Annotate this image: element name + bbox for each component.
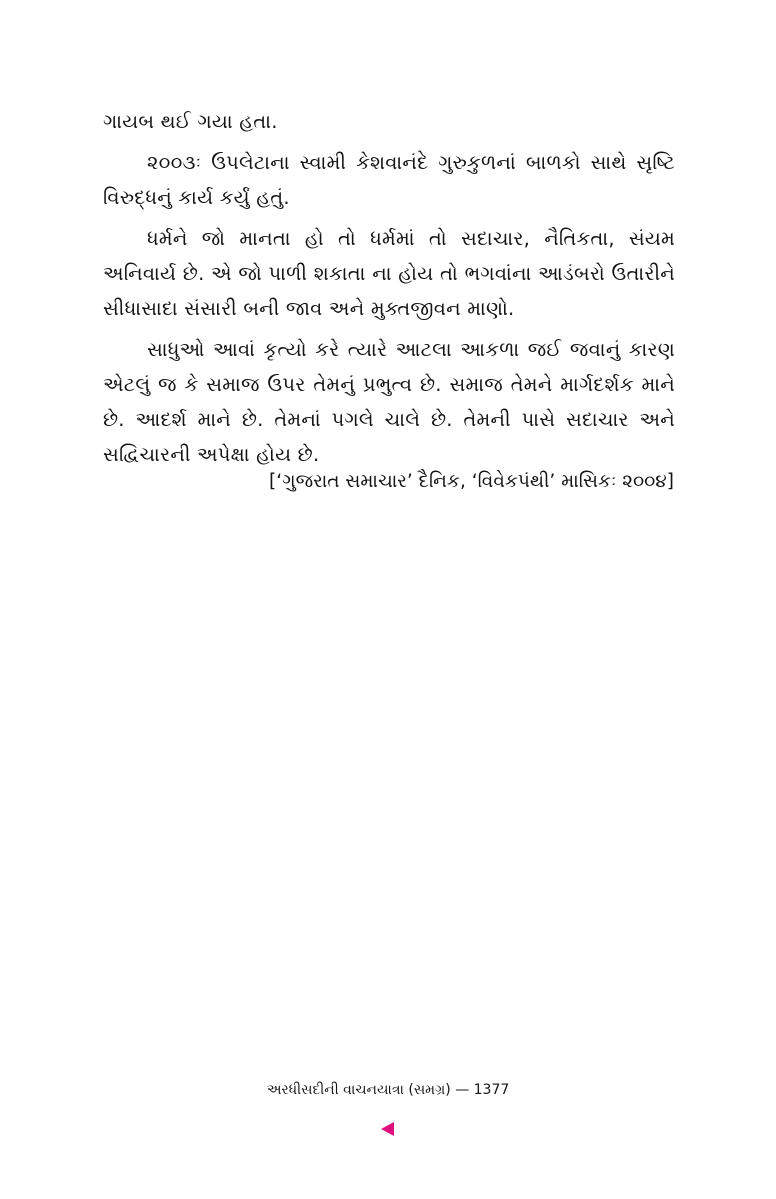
book-title: અરધીસદીની વાચનયાત્રા (સમગ્ર) [266, 1082, 451, 1098]
previous-page-icon[interactable] [381, 1122, 394, 1136]
page-footer [0, 1080, 776, 1100]
paragraph-continuation: ગાયબ થઈ ગયા હતા. [103, 110, 278, 133]
body-text [103, 104, 675, 478]
paragraph-dharma: ધર્મને જો માનતા હો તો ધર્મમાં તો સદાચાર, નૈતિકતા, સંયમ અનિવાર્ય છે. એ જો પાળી શકાતા ના હોય તો ભગવાંના આડંબરો ઉતારીને સીધાસાદા સંસારી બની જાવ અને મુક્તજીવન માણો. [103, 227, 675, 320]
paragraph-sadhu: સાધુઓ આવાં કૃત્યો કરે ત્યારે આટલા આકળા જઈ જવાનું કારણ એટલું જ કે સમાજ ઉપર તેમનું પ્રભુત્વ છે. સમાજ તેમને માર્ગદર્શક માને છે. આદર્શ માને છે. તેમનાં પગલે ચાલે છે. તેમની પાસે સદાચાર અને સદ્વિચારની અપેક્ષા હોય છે. [103, 338, 675, 466]
source-citation: [‘ગુજરાત સમાચાર’ દૈનિક, ‘વિવેકપંથી’ માસિકઃ ૨૦૦૪] [269, 471, 674, 492]
page-number: 1377 [473, 1082, 510, 1098]
paragraph-2003-event: ૨૦૦૩ઃ ઉપલેટાના સ્વામી કેશવાનંદે ગુરુકુળનાં બાળકો સાથે સૃષ્ટિ વિરુદ્ધનું કાર્ય કર્યું હતું. [103, 151, 675, 209]
footer-separator: — [455, 1082, 470, 1098]
